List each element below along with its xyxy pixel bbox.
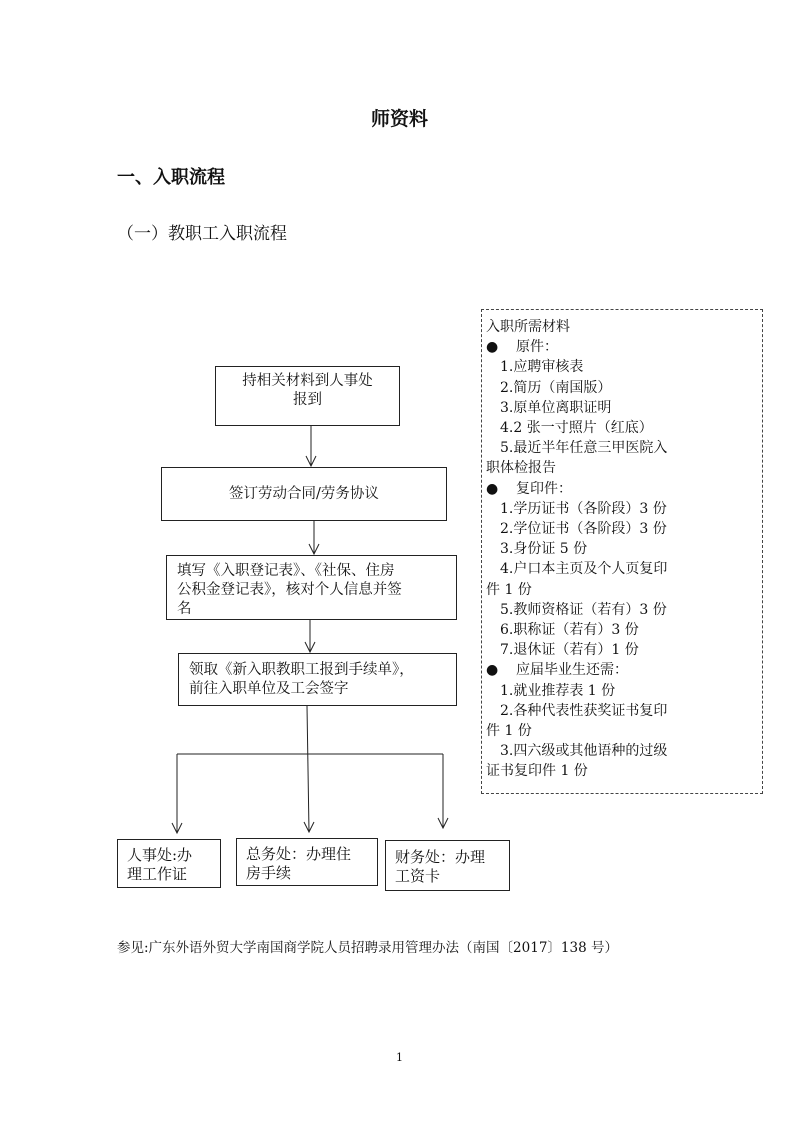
branch-text: 总务处：办理住 (246, 845, 352, 863)
flow-step-forms (166, 555, 457, 620)
list-item: 4.户口本主页及个人页复印 (500, 561, 668, 578)
bullet-copies (486, 479, 758, 499)
list-item-wrap: 件 1 份 (486, 581, 532, 598)
list-item: 5.最近半年任意三甲医院入 (500, 440, 668, 457)
step-text: 名 (177, 601, 192, 617)
list-item: 2.各种代表性获奖证书复印 (500, 702, 668, 719)
list-item: 5.教师资格证（若有）3 份 (500, 601, 667, 618)
list-item-wrap: 职体检报告 (486, 460, 556, 477)
required-materials-box (481, 309, 763, 794)
list-item: 2.学位证书（各阶段）3 份 (500, 521, 667, 538)
materials-heading: 入职所需材料 (486, 319, 570, 335)
list-item-wrap: 证书复印件 1 份 (486, 763, 588, 780)
document-title: 师资料 (370, 108, 428, 130)
list-item: 1.应聘审核表 (500, 359, 584, 376)
flow-step-report (215, 366, 400, 426)
bullet-graduates (486, 660, 758, 680)
list-item: 7.退休证（若有）1 份 (500, 642, 639, 659)
branch-finance (385, 840, 510, 891)
branch-text: 工资卡 (395, 867, 441, 885)
list-item: 1.学历证书（各阶段）3 份 (500, 500, 667, 517)
step-text: 签订劳动合同/劳务协议 (229, 486, 379, 502)
bullet-icon: ● (486, 339, 499, 356)
flow-step-checklist (178, 653, 457, 706)
list-item: 2.简历（南国版） (500, 379, 612, 396)
branch-text: 房手续 (246, 864, 292, 882)
list-item: 3.身份证 5 份 (500, 541, 588, 558)
bullet-icon: ● (486, 662, 499, 679)
list-item-wrap: 件 1 份 (486, 723, 532, 740)
list-item: 3.四六级或其他语种的过级 (500, 743, 668, 760)
list-item: 4.2 张一寸照片（红底） (500, 420, 653, 437)
subsection-heading: （一）教职工入职流程 (117, 224, 287, 244)
step-text: 公积金登记表》，核对个人信息并签 (177, 582, 402, 598)
flow-step-contract (161, 467, 447, 521)
list-item: 3.原单位离职证明 (500, 399, 612, 416)
section-heading: 一、入职流程 (117, 167, 225, 188)
list-item: 1.就业推荐表 1 份 (500, 682, 616, 699)
branch-text: 理工作证 (127, 865, 188, 883)
bullet-label: 原件： (516, 339, 558, 356)
branch-general-affairs (236, 838, 378, 886)
list-item: 6.职称证（若有）3 份 (500, 622, 639, 639)
step-text: 填写《入职登记表》、《社保、住房 (177, 563, 395, 579)
page-number: 1 (396, 1051, 403, 1064)
bullet-originals (486, 337, 758, 357)
branch-text: 人事处:办 (127, 846, 193, 864)
bullet-label: 应届毕业生还需： (516, 662, 628, 679)
bullet-label: 复印件： (516, 480, 572, 497)
branch-hr (117, 839, 221, 888)
branch-text: 财务处：办理 (395, 848, 486, 866)
step-text: 报到 (293, 392, 322, 408)
step-text: 前往入职单位及工会签字 (189, 681, 349, 697)
step-text: 持相关材料到人事处 (242, 373, 373, 389)
step-text: 领取《新入职教职工报到手续单》， (189, 662, 414, 678)
reference-note: 参见:广东外语外贸大学南国商学院人员招聘录用管理办法（南国〔2017〕138 号） (117, 940, 618, 956)
bullet-icon: ● (486, 480, 499, 497)
